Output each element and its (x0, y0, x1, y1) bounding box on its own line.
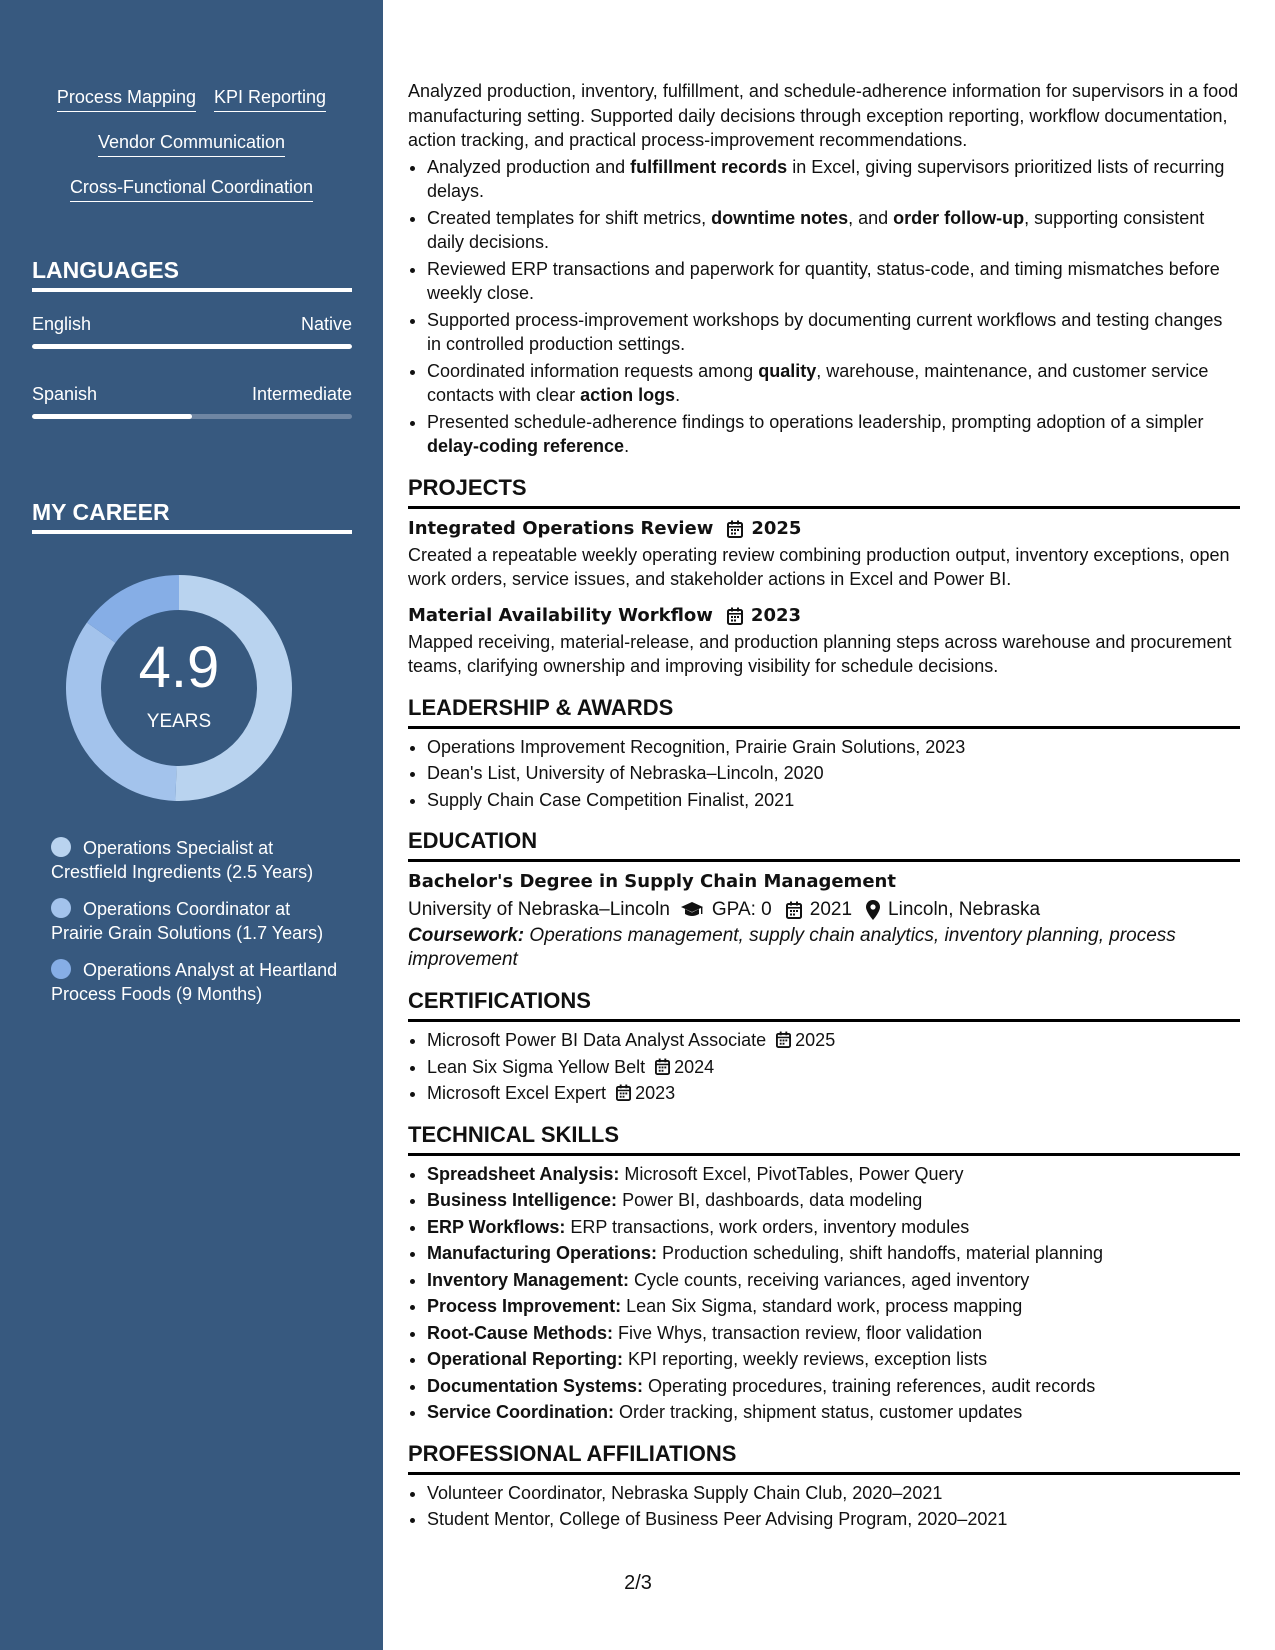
skill-label: ERP Workflows: (427, 1216, 566, 1237)
career-item (51, 836, 341, 884)
language-name: Spanish (32, 384, 98, 404)
skill-value: Lean Six Sigma, standard work, process mapping (621, 1296, 1023, 1316)
leadership-list (427, 735, 1240, 813)
coursework-label: Coursework: (408, 925, 525, 946)
leadership-heading: LEADERSHIP & AWARDS (408, 693, 1240, 729)
project-description: Mapped receiving, material-release, and production planning steps across warehouse and procurement teams, clarifying ownership and improving visibility for schedule decisions. (408, 631, 1232, 676)
skill-value: Operating procedures, training references, audit records (643, 1375, 1096, 1396)
certification-item (427, 1028, 1240, 1053)
project-description: Created a repeatable weekly operating review combining production output, inventory exceptions, open work orders, service issues, and stakeholder actions in Excel and Power BI. (408, 544, 1230, 589)
skill-label: Business Intelligence: (427, 1190, 618, 1210)
career-heading: MY CAREER (32, 498, 352, 534)
experience-bullets (427, 155, 1240, 459)
project-title-row (408, 515, 1240, 543)
affiliations-list (427, 1481, 1240, 1532)
skill-label: Inventory Management: (427, 1269, 630, 1290)
skill-tag: Process Mapping (57, 86, 196, 112)
experience-summary: Analyzed production, inventory, fulfillment, and schedule-adherence information for supervisors in a food manufacturing setting. Supported daily decisions through exception reporting, workflow documentation, action tracking, and practical process-improvement recommendations. (408, 81, 1239, 150)
education-year: 2021 (809, 899, 853, 920)
skill-label: Spreadsheet Analysis: (427, 1163, 620, 1184)
skill-value: Order tracking, shipment status, customer updates (614, 1402, 1023, 1422)
leadership-item: • Dean's List, University of Nebraska–Lincoln, 2020 (427, 761, 1240, 786)
skill-tag: Vendor Communication (98, 131, 285, 157)
graduation-cap-icon (680, 901, 704, 919)
certification-year: 2023 (635, 1083, 676, 1103)
affiliation-item: • Student Mentor, College of Business Peer Advising Program, 2020–2021 (427, 1507, 1240, 1532)
skill-label: Process Improvement: (427, 1296, 622, 1316)
experience-bullet: • Supported process-improvement workshops by documenting current workflows and testing changes in controlled production settings. (427, 308, 1240, 357)
skill-label: Root-Cause Methods: (427, 1322, 613, 1343)
career-item-text: Operations Analyst at Heartland Process Foods (9 Months) (51, 960, 338, 1004)
career-item (51, 897, 341, 945)
affiliations-heading: PROFESSIONAL AFFILIATIONS (408, 1439, 1240, 1475)
project (408, 515, 1240, 592)
career-dot (51, 898, 71, 918)
technical-skill-item (427, 1241, 1240, 1266)
career-dot (51, 837, 71, 857)
page-number: 2/3 (624, 1572, 652, 1594)
certification-item (427, 1081, 1240, 1106)
education-location: Lincoln, Nebraska (888, 899, 1041, 920)
technical-skills-list (427, 1162, 1240, 1425)
certification-year: 2025 (795, 1030, 836, 1050)
education-details (408, 896, 1240, 924)
technical-skill-item (427, 1374, 1240, 1399)
skill-label: Manufacturing Operations: (427, 1243, 658, 1263)
affiliation-item: • Volunteer Coordinator, Nebraska Supply Chain Club, 2020–2021 (427, 1481, 1240, 1506)
language-bar (32, 414, 352, 419)
certification-name: Lean Six Sigma Yellow Belt (427, 1056, 646, 1077)
certifications-list (427, 1028, 1240, 1106)
experience-bullet: • Created templates for shift metrics, downtime notes, and order follow-up, supporting consistent daily decisions. (427, 206, 1240, 255)
certifications-heading: CERTIFICATIONS (408, 986, 1240, 1022)
project-year: 2025 (751, 517, 802, 539)
language-name: English (32, 314, 92, 334)
experience-bullet: • Analyzed production and fulfillment records in Excel, giving supervisors prioritized lists of recurring delays. (427, 155, 1240, 204)
technical-skill-item (427, 1321, 1240, 1346)
calendar-icon (786, 901, 802, 919)
calendar-icon (616, 1084, 631, 1101)
education-school: University of Nebraska–Lincoln (408, 899, 670, 920)
main-content (408, 79, 1240, 1534)
coursework-text: Operations management, supply chain analytics, inventory planning, process improvement (408, 925, 1176, 970)
skill-tag: KPI Reporting (214, 86, 326, 112)
technical-skill-item (427, 1162, 1240, 1187)
language-level: Intermediate (251, 384, 352, 404)
education-coursework (408, 924, 1240, 972)
career-dot (51, 959, 71, 979)
calendar-icon (727, 520, 743, 538)
calendar-icon (655, 1058, 670, 1075)
language-row (32, 384, 352, 405)
sidebar (0, 0, 383, 1650)
career-total-unit: YEARS (146, 711, 212, 732)
certification-item (427, 1055, 1240, 1080)
skill-value: KPI reporting, weekly reviews, exception lists (623, 1349, 988, 1369)
education-degree: Bachelor's Degree in Supply Chain Management (408, 871, 896, 892)
language-bar (32, 344, 352, 349)
project-title: Integrated Operations Review (408, 517, 714, 539)
education-gpa: GPA: 0 (711, 899, 772, 920)
leadership-item: • Operations Improvement Recognition, Prairie Grain Solutions, 2023 (427, 735, 1240, 760)
skill-label: Service Coordination: (427, 1402, 615, 1422)
education-heading: EDUCATION (408, 826, 1240, 862)
project (408, 602, 1240, 679)
technical-skill-item (427, 1215, 1240, 1240)
project-title-row (408, 602, 1240, 630)
technical-skill-item (427, 1268, 1240, 1293)
language-level: Native (300, 314, 352, 334)
skill-value: Cycle counts, receiving variances, aged inventory (629, 1269, 1030, 1290)
language-row (32, 314, 352, 335)
experience-bullet: • Coordinated information requests among quality, warehouse, maintenance, and customer service contacts with clear action logs. (427, 359, 1240, 408)
career-list (51, 836, 341, 1019)
location-pin-icon (866, 900, 880, 920)
skill-value: Five Whys, transaction review, floor validation (613, 1322, 983, 1343)
experience-bullet: • Reviewed ERP transactions and paperwork for quantity, status-code, and timing mismatches before weekly close. (427, 257, 1240, 306)
career-item-text: Operations Specialist at Crestfield Ingredients (2.5 Years) (51, 838, 314, 882)
career-donut (66, 575, 292, 801)
technical-skill-item (427, 1347, 1240, 1372)
skill-label: Documentation Systems: (427, 1375, 644, 1396)
skill-tags (20, 86, 363, 221)
career-item-text: Operations Coordinator at Prairie Grain Solutions (1.7 Years) (51, 899, 324, 943)
calendar-icon (727, 607, 743, 625)
project-title: Material Availability Workflow (408, 604, 713, 626)
project-year: 2023 (750, 604, 802, 626)
certification-name: Microsoft Excel Expert (427, 1083, 607, 1103)
certification-name: Microsoft Power BI Data Analyst Associate (427, 1030, 767, 1050)
technical-skill-item (427, 1400, 1240, 1425)
career-item (51, 958, 341, 1006)
technical-skill-item (427, 1188, 1240, 1213)
certification-year: 2024 (674, 1056, 715, 1077)
skill-label: Operational Reporting: (427, 1349, 624, 1369)
calendar-icon (776, 1031, 791, 1048)
career-total-value: 4.9 (138, 635, 220, 700)
skill-value: Power BI, dashboards, data modeling (617, 1190, 923, 1210)
experience-bullet: • Presented schedule-adherence findings to operations leadership, prompting adoption of a simpler delay-coding reference. (427, 410, 1240, 459)
language-fill (32, 414, 192, 419)
leadership-item: • Supply Chain Case Competition Finalist, 2021 (427, 788, 1240, 813)
technical-skill-item (427, 1294, 1240, 1319)
projects-heading: PROJECTS (408, 473, 1240, 509)
skill-value: Microsoft Excel, PivotTables, Power Query (619, 1163, 964, 1184)
skill-tag: Cross-Functional Coordination (70, 176, 313, 202)
skill-value: Production scheduling, shift handoffs, material planning (657, 1243, 1103, 1263)
technical-skills-heading: TECHNICAL SKILLS (408, 1120, 1240, 1156)
skill-value: ERP transactions, work orders, inventory modules (565, 1216, 970, 1237)
language-fill (32, 344, 352, 349)
languages-heading: LANGUAGES (32, 256, 352, 292)
